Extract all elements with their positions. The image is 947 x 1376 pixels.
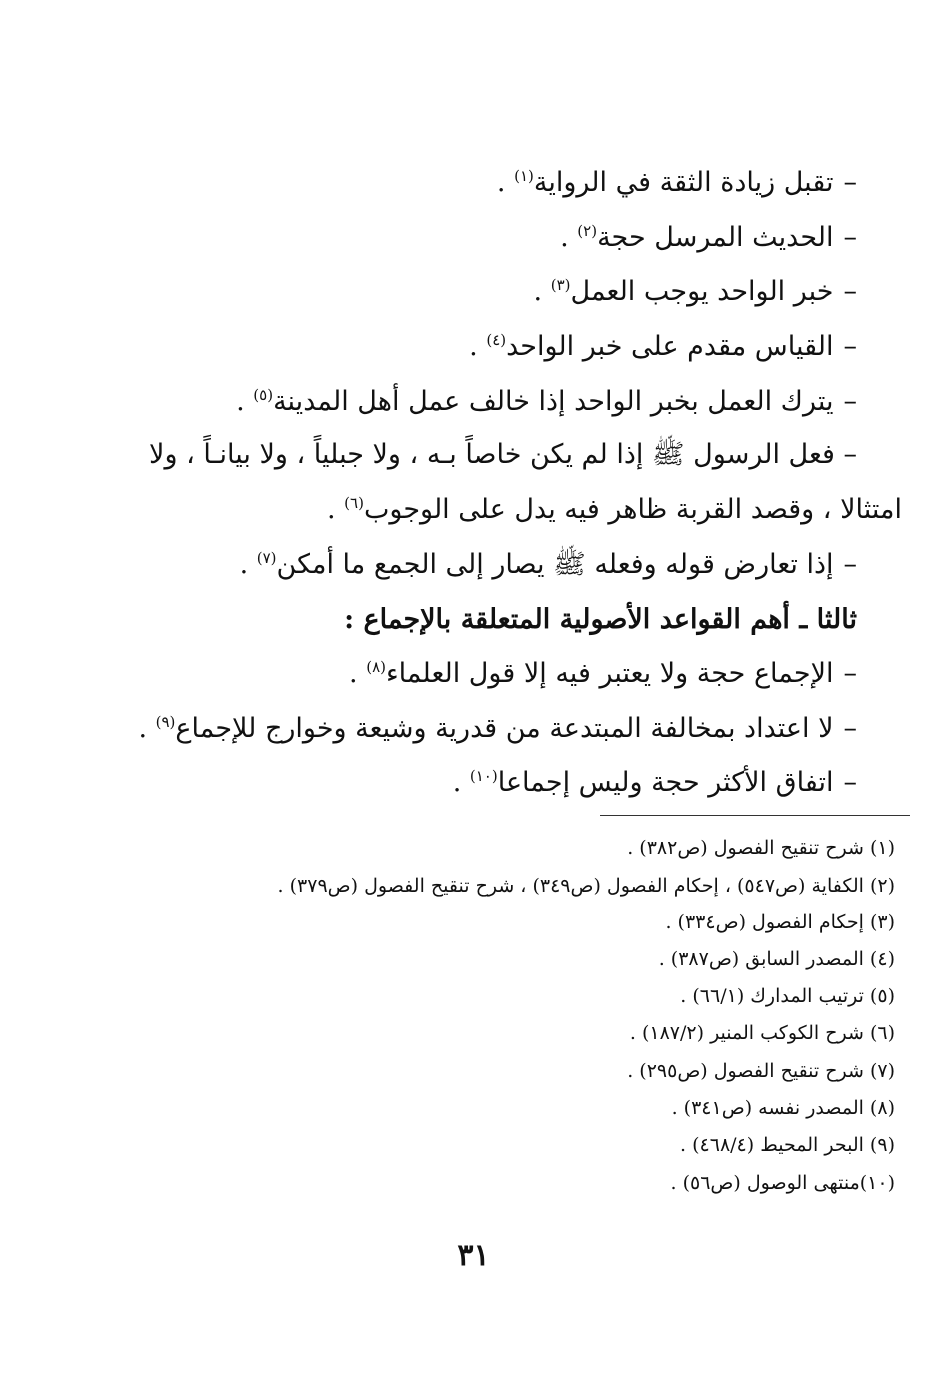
list-item <box>240 545 857 585</box>
list-item <box>534 272 857 312</box>
footnote-ref[interactable]: (١٠) <box>469 767 498 785</box>
list-item-end: . <box>560 222 578 253</box>
list-item <box>453 763 857 803</box>
wrapped-paragraph-line-1: – فعل الرسول ﷺ إذا لم يكن خاصاً بـه ، ولا جبلياً ، ولا بيانـاً ، ولا <box>149 439 857 470</box>
wrapped-paragraph-line-2 <box>327 490 902 530</box>
footnote: (٢) الكفاية (ص٥٤٧) ، إحكام الفصول (ص٣٤٩) ، شرح تنقيح الفصول (ص٣٧٩) . <box>277 875 895 897</box>
bullet-dash: – <box>843 222 857 253</box>
footnote-ref[interactable]: (٧) <box>256 549 277 567</box>
footnote-separator <box>600 815 910 816</box>
list-item <box>138 709 857 749</box>
bullet-dash: – <box>843 658 857 689</box>
list-item-end: . <box>349 658 367 689</box>
list-item-end: . <box>469 331 487 362</box>
bullet-dash: – <box>843 331 857 362</box>
footnote-ref[interactable]: (٤) <box>486 331 507 349</box>
list-item-text: إذا تعارض قوله وفعله ﷺ يصار إلى الجمع ما أمكن <box>276 549 834 580</box>
list-item-text: الإجماع حجة ولا يعتبر فيه إلا قول العلماء <box>385 658 834 689</box>
section-heading: ثالثا ـ أهم القواعد الأصولية المتعلقة بالإجماع : <box>344 604 857 635</box>
list-item-text: يترك العمل بخبر الواحد إذا خالف عمل أهل المدينة <box>273 386 834 417</box>
list-item <box>560 218 857 258</box>
list-item-end: . <box>496 167 515 198</box>
bullet-dash: – <box>843 767 857 798</box>
footnote: (٣) إحكام الفصول (ص٣٣٤) . <box>665 911 895 933</box>
footnote: (٩) البحر المحيط (٤٦٨/٤) . <box>680 1134 895 1156</box>
list-item-end: . <box>138 713 156 744</box>
bullet-dash: – <box>843 167 857 198</box>
list-item <box>497 163 857 203</box>
footnote-ref[interactable]: (٩) <box>155 713 176 731</box>
list-item-text: اتفاق الأكثر حجة وليس إجماعا <box>497 767 834 798</box>
bullet-dash: – <box>843 276 857 307</box>
list-item-text: تقبل زيادة الثقة في الرواية <box>533 167 834 198</box>
footnote: (١٠)منتهى الوصول (ص٥٦) . <box>670 1172 895 1194</box>
list-item-text: الحديث المرسل حجة <box>597 222 834 253</box>
page-number: ٣١ <box>457 1238 490 1273</box>
footnote-ref[interactable]: (٢) <box>577 222 598 240</box>
list-item-end: . <box>452 767 470 798</box>
list-item <box>469 327 857 367</box>
footnote: (٧) شرح تنقيح الفصول (ص٢٩٥) . <box>627 1060 895 1082</box>
list-item-end: . <box>239 549 257 580</box>
bullet-dash: – <box>843 713 857 744</box>
list-item <box>236 382 857 422</box>
footnote-ref[interactable]: (٨) <box>366 658 386 676</box>
footnote: (٤) المصدر السابق (ص٣٨٧) . <box>658 948 895 970</box>
footnote-ref[interactable]: (٥) <box>253 386 274 404</box>
paragraph-text: امتثالا ، وقصد القربة ظاهر فيه يدل على الوجوب <box>363 494 902 525</box>
footnote: (١) شرح تنقيح الفصول (ص٣٨٢) . <box>627 837 895 859</box>
paragraph-end: . <box>327 494 345 525</box>
footnote: (٨) المصدر نفسه (ص٣٤١) . <box>671 1097 895 1119</box>
bullet-dash: – <box>843 386 857 417</box>
list-item <box>349 654 857 694</box>
list-item-text: القياس مقدم على خبر الواحد <box>506 331 834 362</box>
footnote: (٦) شرح الكوكب المنير (١٨٧/٢) . <box>629 1022 895 1044</box>
list-item-end: . <box>533 276 551 307</box>
footnote-ref[interactable]: (٣) <box>550 276 571 294</box>
footnote: (٥) ترتيب المدارك (٦٦/١) . <box>680 985 895 1007</box>
footnote-ref[interactable]: (٦) <box>344 494 364 512</box>
bullet-dash: – <box>843 549 857 580</box>
list-item-end: . <box>236 386 254 417</box>
list-item-text: خبر الواحد يوجب العمل <box>570 276 834 307</box>
list-item-text: لا اعتداد بمخالفة المبتدعة من قدرية وشيعة وخوارج للإجماع <box>175 713 834 744</box>
footnote-ref[interactable]: (١) <box>514 167 534 185</box>
